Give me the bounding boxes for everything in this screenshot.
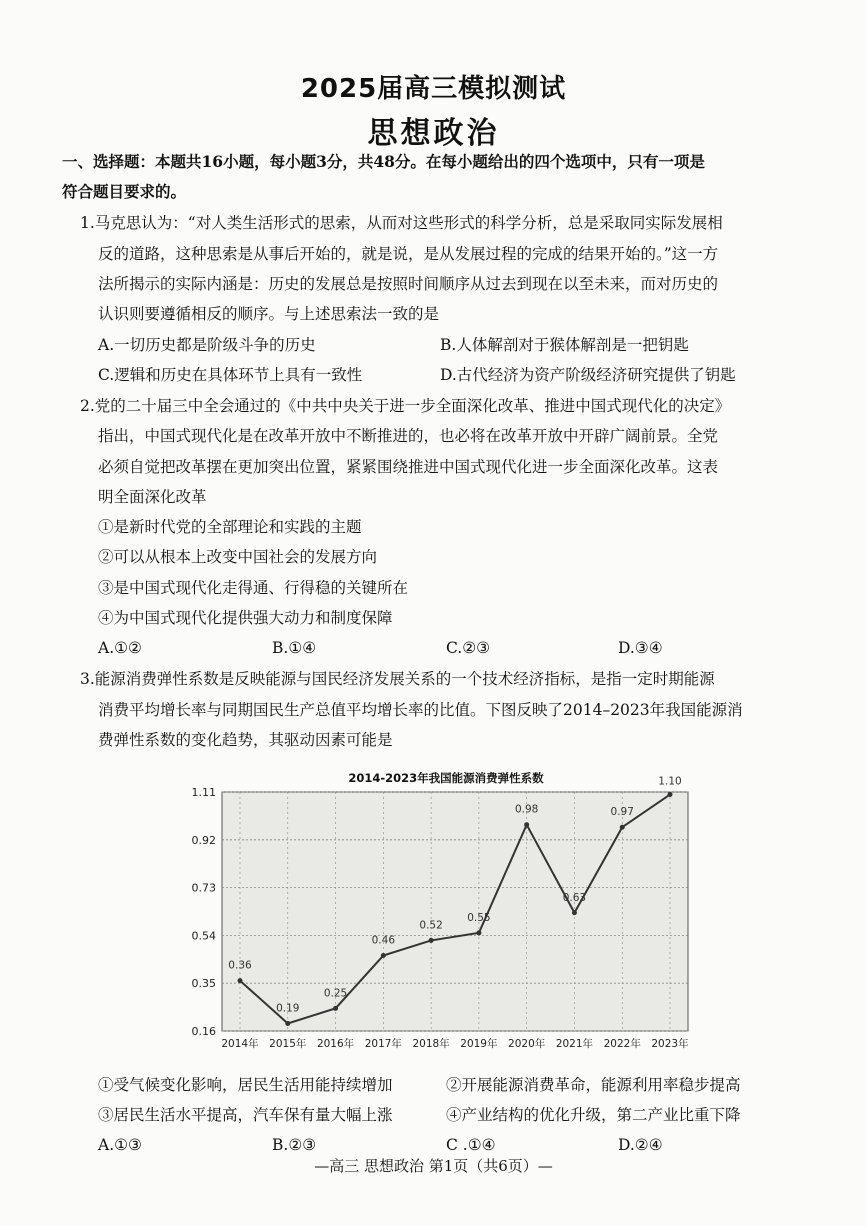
y-tick-label: 1.11 [191, 786, 216, 799]
q3-stem-line-3: 费弹性系数的变化趋势，其驱动因素可能是 [98, 731, 393, 749]
x-tick-label: 2016年 [316, 1038, 355, 1050]
q1-stem-line-3: 法所揭示的实际内涵是：历史的发展总是按照时间顺序从过去到现在以至未来，而对历史的 [98, 275, 719, 293]
data-point [476, 930, 481, 935]
data-label: 0.25 [323, 987, 348, 1000]
data-point [285, 1021, 290, 1026]
q2-statement-4: ④为中国式现代化提供强大动力和制度保障 [98, 609, 393, 627]
data-label: 0.46 [371, 934, 396, 947]
section-heading-line-1: 一、选择题：本题共16小题，每小题3分，共48分。在每小题给出的四个选项中，只有一项是 [62, 152, 705, 171]
q1-option-d: D.古代经济为资产阶级经济研究提供了钥匙 [440, 366, 736, 384]
data-label: 0.55 [467, 911, 491, 924]
data-point [381, 953, 386, 958]
q1-option-c: C.逻辑和历史在具体环节上具有一致性 [98, 366, 363, 384]
q2-statement-3: ③是中国式现代化走得通、行得稳的关键所在 [98, 579, 409, 597]
data-label: 0.36 [228, 959, 252, 972]
y-tick-label: 0.73 [191, 881, 216, 895]
q2-option-d: D.③④ [618, 639, 663, 657]
q3-statement-3: ③居民生活水平提高，汽车保有量大幅上涨 [98, 1106, 393, 1124]
q2-option-c: C.②③ [446, 639, 491, 657]
x-tick-label: 2018年 [412, 1038, 450, 1050]
exam-title: 2025届高三模拟测试 [300, 74, 567, 104]
data-point [668, 792, 673, 797]
q1-option-a: A.一切历史都是阶级斗争的历史 [98, 336, 316, 354]
q2-option-b: B.①④ [272, 639, 317, 657]
x-tick-label: 2014年 [221, 1038, 259, 1050]
x-tick-label: 2020年 [508, 1038, 546, 1050]
q3-option-c: C .①④ [446, 1136, 496, 1154]
q1-stem-line-4: 认识则要遵循相反的顺序。与上述思索法一致的是 [98, 305, 440, 323]
q3-stem-line-2: 消费平均增长率与同期国民生产总值平均增长率的比值。下图反映了2014–2023年我国能源消 [98, 701, 743, 719]
q3-option-a: A.①③ [98, 1136, 142, 1154]
q1-stem-line-2: 反的道路，这种思索是从事后开始的，就是说，是从发展过程的完成的结果开始的。”这一方 [98, 245, 719, 263]
data-point [524, 822, 529, 827]
data-label: 0.63 [562, 891, 587, 904]
section-heading-line-2: 符合题目要求的。 [62, 182, 187, 201]
q1-stem-line-1: 1.马克思认为：“对人类生活形式的思索，从而对这些形式的科学分析，总是采取同实际发展相 [80, 214, 723, 232]
plot-area [222, 792, 688, 1031]
data-point [620, 825, 625, 830]
q3-statement-2: ②开展能源消费革命，能源利用率稳步提高 [446, 1076, 741, 1094]
q3-statement-4: ④产业结构的优化升级，第二产业比重下降 [446, 1106, 741, 1124]
data-point [572, 910, 577, 915]
q1-option-b: B.人体解剖对于猴体解剖是一把钥匙 [440, 336, 689, 354]
data-label: 0.52 [419, 919, 443, 932]
x-tick-label: 2017年 [364, 1038, 402, 1050]
subject-title: 思想政治 [367, 116, 500, 151]
data-label: 0.97 [610, 806, 634, 819]
q2-stem-line-4: 明全面深化改革 [98, 488, 207, 506]
chart-title: 2014-2023年我国能源消费弹性系数 [348, 771, 544, 785]
x-tick-label: 2021年 [555, 1038, 594, 1050]
x-tick-label: 2023年 [651, 1038, 689, 1050]
data-point [238, 978, 243, 983]
data-point [333, 1006, 338, 1011]
data-point [429, 938, 434, 943]
q3-stem-line-1: 3.能源消费弹性系数是反映能源与国民经济发展关系的一个技术经济指标，是指一定时期能源 [80, 670, 715, 688]
data-label: 0.19 [276, 1002, 300, 1015]
q3-statement-1: ①受气候变化影响，居民生活用能持续增加 [98, 1076, 393, 1094]
page-footer: —高三 思想政治 第1页（共6页）— [314, 1157, 553, 1175]
q3-option-d: D.②④ [618, 1136, 663, 1154]
q2-option-a: A.①② [98, 639, 142, 657]
x-tick-label: 2022年 [603, 1038, 641, 1050]
y-tick-label: 0.92 [191, 833, 216, 847]
y-tick-label: 0.35 [191, 977, 216, 991]
q2-stem-line-1: 2.党的二十届三中全会通过的《中共中央关于进一步全面深化改革、推进中国式现代化的决定》 [80, 397, 731, 415]
q3-option-b: B.②③ [272, 1136, 317, 1154]
x-tick-label: 2015年 [269, 1038, 307, 1050]
q2-statement-2: ②可以从根本上改变中国社会的发展方向 [98, 548, 378, 566]
data-label: 0.98 [514, 803, 539, 816]
y-tick-label: 0.54 [191, 929, 216, 943]
q2-stem-line-2: 指出，中国式现代化是在改革开放中不断推进的，也必将在改革开放中开辟广阔前景。全党 [98, 427, 719, 445]
q2-stem-line-3: 必须自觉把改革摆在更加突出位置，紧紧围绕推进中国式现代化进一步全面深化改革。这表 [98, 458, 719, 476]
x-tick-label: 2019年 [460, 1038, 498, 1050]
data-label: 1.10 [658, 775, 682, 788]
q2-statement-1: ①是新时代党的全部理论和实践的主题 [98, 518, 362, 536]
y-tick-label: 0.16 [191, 1025, 216, 1038]
